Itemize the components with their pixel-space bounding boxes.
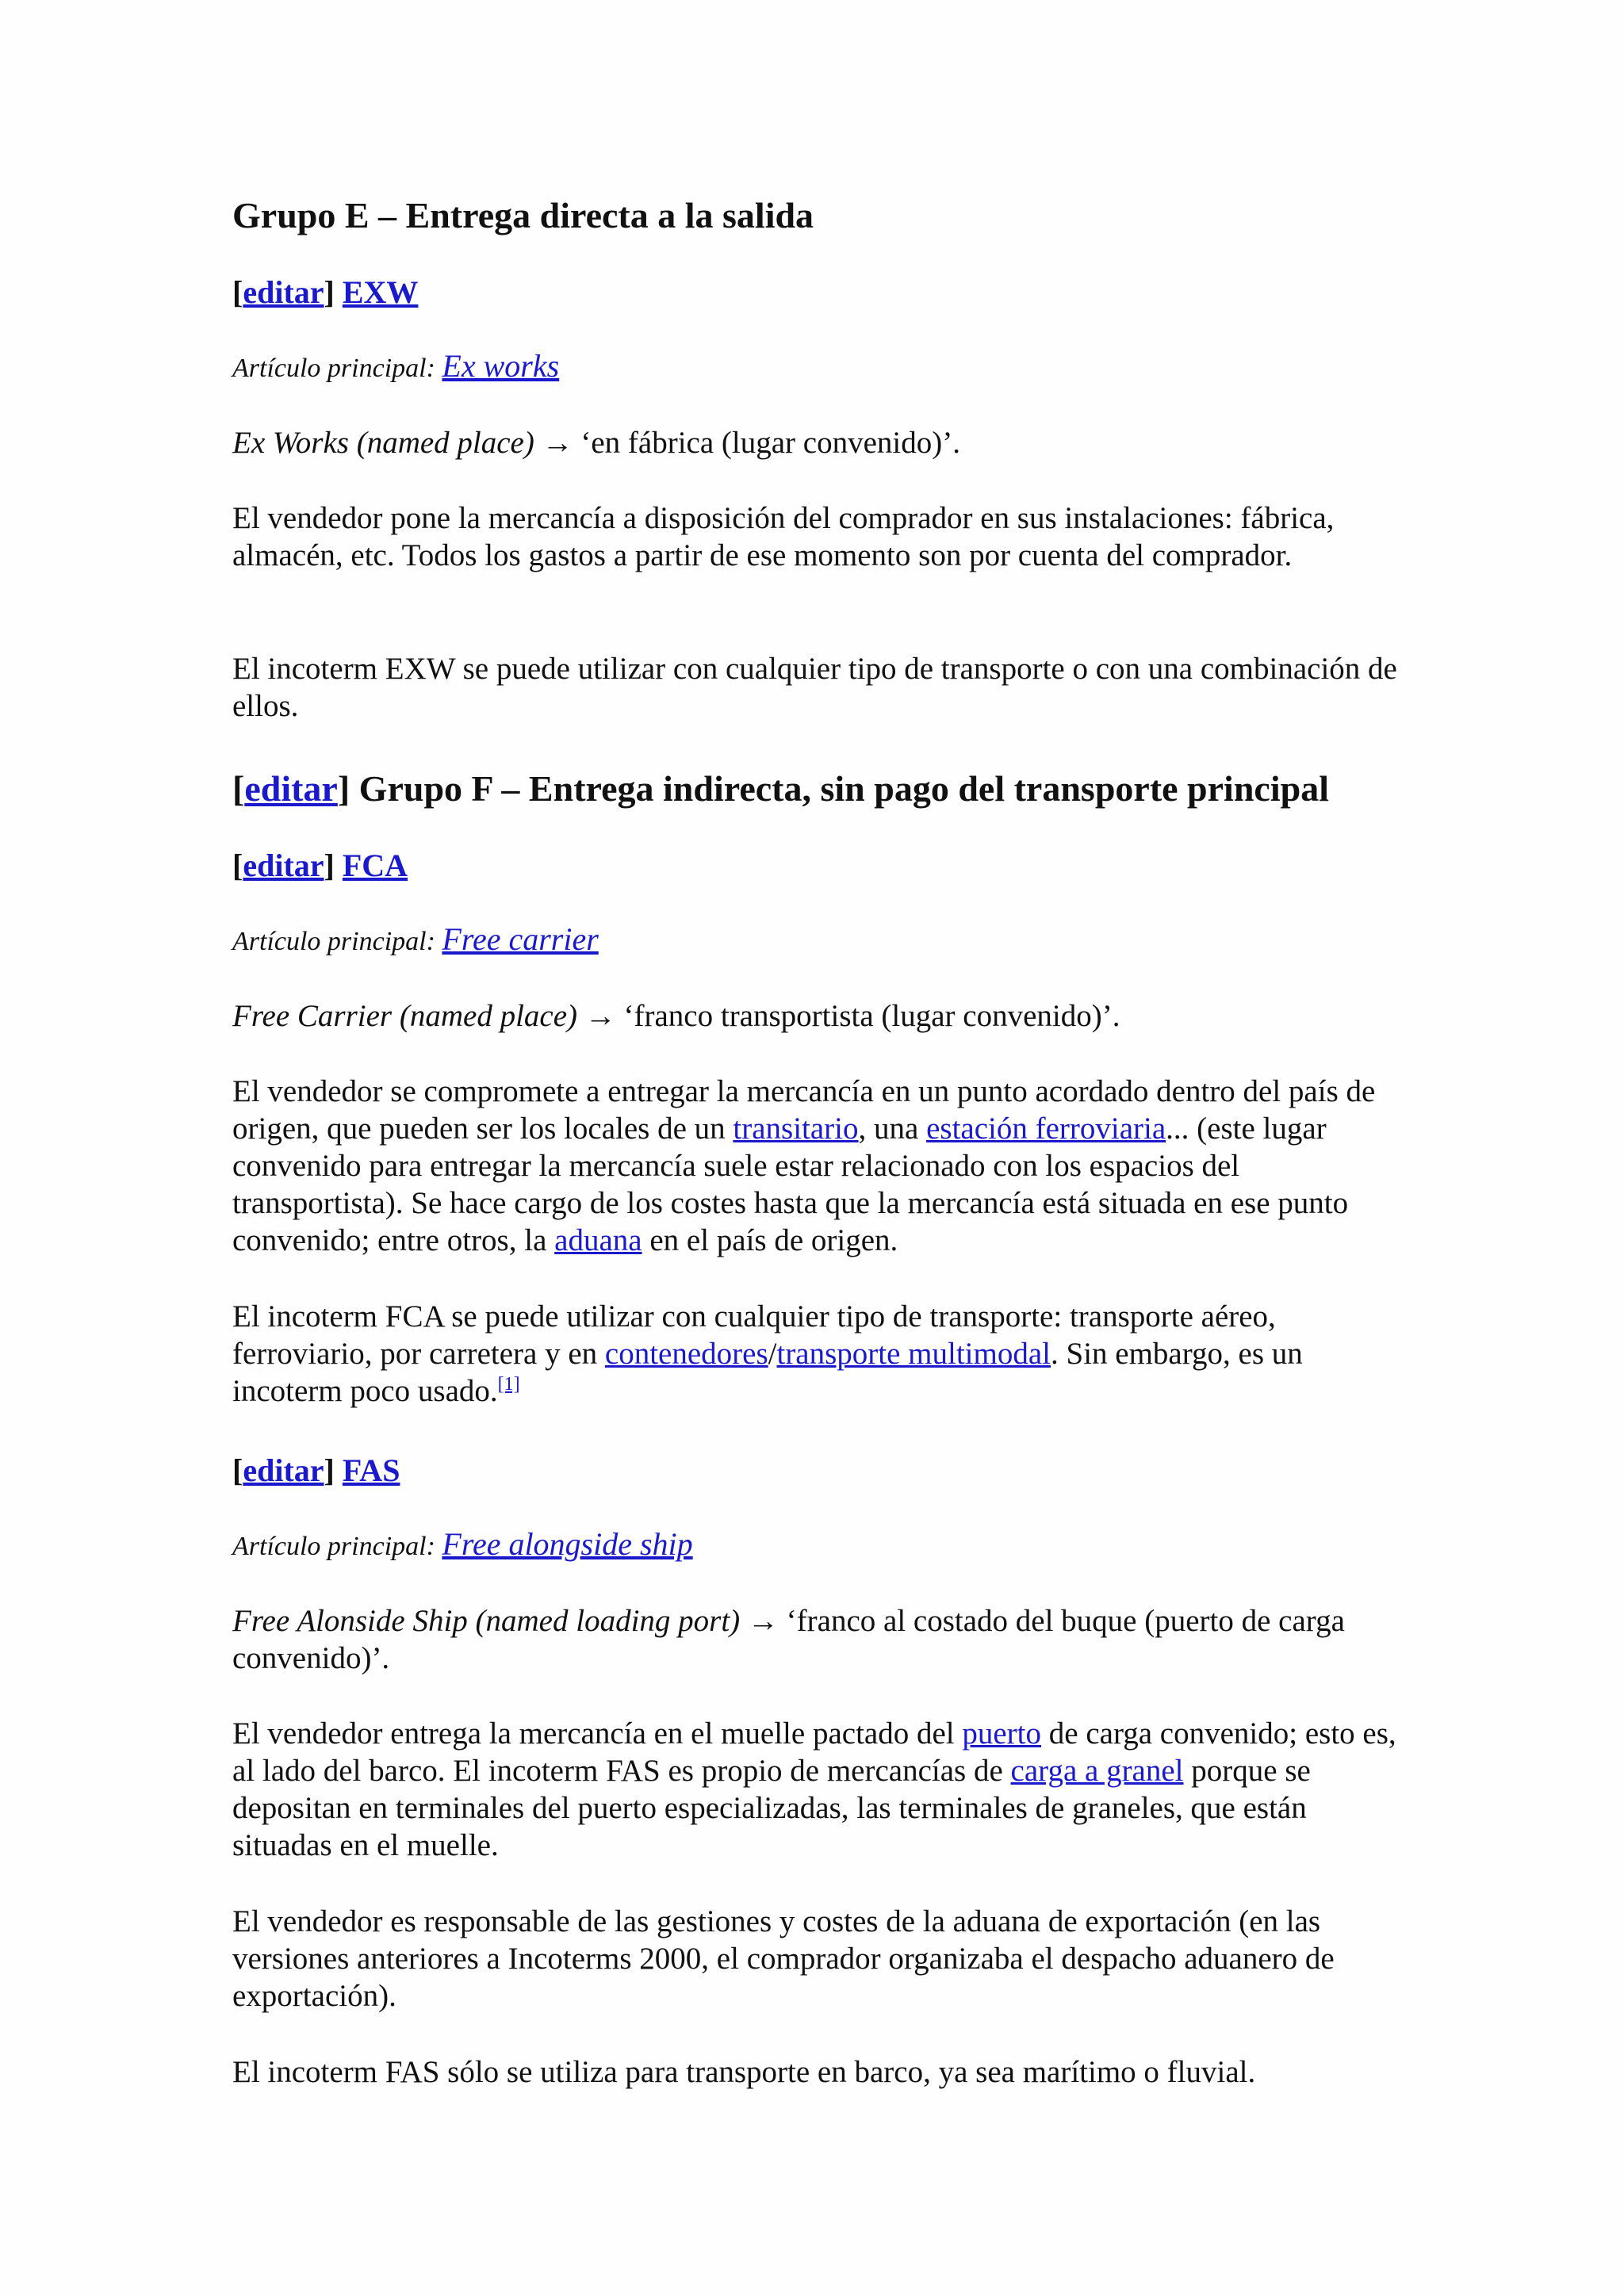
contenedores-link[interactable]: contenedores (604, 1337, 768, 1371)
bracket-close: ] (324, 848, 335, 883)
fca-p1-text-2: , una (858, 1112, 927, 1146)
fca-p2-text-1: El incoterm FCA se puede utilizar con cualquier tipo de transporte: transporte aéreo, ferroviario, por carretera y en (232, 1299, 1276, 1371)
transitario-link[interactable]: transitario (733, 1112, 859, 1146)
fca-translation: → ‘franco transportista (lugar convenido)’. (577, 999, 1120, 1033)
exw-definition (232, 424, 1406, 461)
fca-p1-text-4: en el país de origen. (642, 1223, 898, 1257)
slash-separator: / (768, 1337, 777, 1371)
heading-grupo-e (232, 193, 1406, 238)
fas-paragraph-2: El vendedor es responsable de las gestiones y costes de la aduana de exportación (en las versiones anteriores a Incoterms 2000, el comprador organizaba el despacho aduanero de exportación). (232, 1904, 1335, 2013)
heading-grupo-f (232, 767, 1406, 811)
exw-title-link[interactable]: EXW (342, 274, 419, 310)
free-alongside-ship-link[interactable]: Free alongside ship (442, 1526, 693, 1562)
edit-exw-link[interactable]: editar (243, 274, 324, 310)
transporte-multimodal-link[interactable]: transporte multimodal (776, 1337, 1051, 1371)
fas-term: Free Alonside Ship (named loading port) (232, 1604, 741, 1638)
free-carrier-link[interactable]: Free carrier (442, 921, 599, 957)
fca-paragraph-1 (232, 1073, 1406, 1259)
fca-p1-text-3: ... (este lugar convenido para entregar la mercancía suele estar relacionado con los espacios del transportista). Se hace cargo de los costes hasta que la mercancía está situada en ese punto convenido; entre otros, la (232, 1112, 1349, 1257)
bracket-open: [ (232, 1452, 243, 1488)
ex-works-link[interactable]: Ex works (442, 348, 560, 384)
fas-definition (232, 1602, 1406, 1677)
carga-a-granel-link[interactable]: carga a granel (1010, 1754, 1184, 1788)
exw-translation: → ‘en fábrica (lugar convenido)’. (534, 426, 960, 460)
bracket-open: [ (232, 848, 243, 883)
main-article-label: Artículo principal: (232, 1532, 435, 1561)
fas-title-link[interactable]: FAS (342, 1452, 400, 1488)
exw-term: Ex Works (named place) (232, 426, 534, 460)
puerto-link[interactable]: puerto (962, 1716, 1042, 1751)
fas-paragraph-3: El incoterm FAS sólo se utiliza para transporte en barco, ya sea marítimo o fluvial. (232, 2055, 1256, 2089)
main-article-exw (232, 347, 1406, 388)
subheading-fas (232, 1451, 1406, 1490)
fca-term: Free Carrier (named place) (232, 999, 578, 1033)
heading-grupo-f-text: Grupo F – Entrega indirecta, sin pago del transporte principal (358, 768, 1329, 809)
fca-paragraph-2 (232, 1298, 1406, 1410)
fca-p1-text-1: El vendedor se compromete a entregar la mercancía en un punto acordado dentro del país de origen, que pueden ser los locales de un (232, 1074, 1376, 1146)
bracket-close: ] (324, 274, 335, 310)
bracket-close: ] (324, 1452, 335, 1488)
edit-fas-link[interactable]: editar (243, 1452, 324, 1488)
fas-p1-text-3: porque se depositan en terminales del puerto especializadas, las terminales de graneles, que están situadas en el muelle. (232, 1754, 1311, 1862)
heading-grupo-e-text: Grupo E – Entrega directa a la salida (232, 195, 814, 235)
fas-translation: → ‘franco al costado del buque (puerto de carga convenido)’. (232, 1604, 1345, 1675)
subheading-exw (232, 273, 1406, 312)
estacion-ferroviaria-link[interactable]: estación ferroviaria (926, 1112, 1166, 1146)
edit-fca-link[interactable]: editar (243, 848, 324, 883)
fas-p1-text-2: de carga convenido; esto es, al lado del barco. El incoterm FAS es propio de mercancías de (232, 1716, 1396, 1788)
main-article-fas (232, 1525, 1406, 1566)
bracket-open: [ (232, 768, 245, 809)
bracket-open: [ (232, 274, 243, 310)
reference-1-link[interactable]: [1] (497, 1374, 520, 1395)
main-article-label: Artículo principal: (232, 354, 435, 383)
exw-paragraph-1: El vendedor pone la mercancía a disposición del comprador en sus instalaciones: fábrica, almacén, etc. Todos los gastos a partir de ese momento son por cuenta del comprador. (232, 501, 1335, 572)
fas-paragraph-1 (232, 1715, 1406, 1864)
main-article-fca (232, 920, 1406, 961)
fas-p1-text-1: El vendedor entrega la mercancía en el muelle pactado del (232, 1716, 963, 1751)
subheading-fca (232, 846, 1406, 886)
fca-title-link[interactable]: FCA (342, 848, 408, 883)
fca-p2-text-2: . Sin embargo, es un incoterm poco usado. (232, 1337, 1303, 1408)
fca-definition (232, 997, 1406, 1035)
bracket-close: ] (337, 768, 350, 809)
aduana-link[interactable]: aduana (554, 1223, 642, 1257)
edit-grupo-f-link[interactable]: editar (244, 768, 338, 809)
main-article-label: Artículo principal: (232, 927, 435, 956)
exw-paragraph-2: El incoterm EXW se puede utilizar con cualquier tipo de transporte o con una combinación de ellos. (232, 652, 1397, 723)
